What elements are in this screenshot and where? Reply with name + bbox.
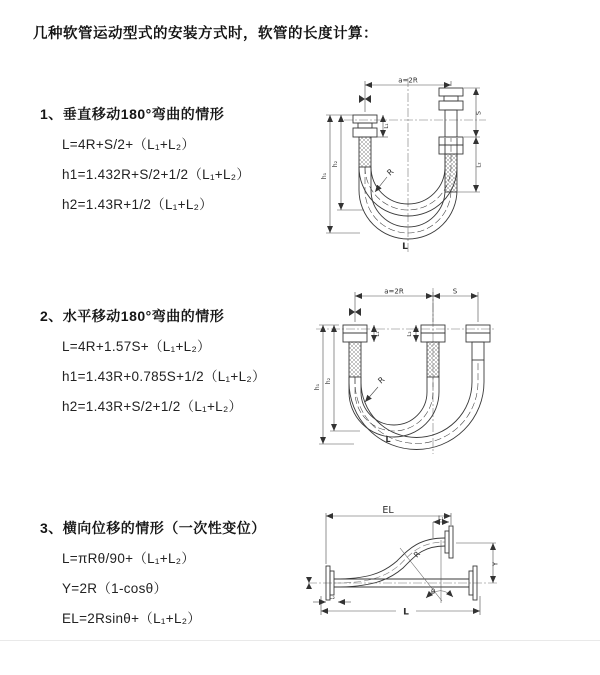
section3-formula-EL: EL=2Rsinθ+（L₁+L₂）: [62, 611, 202, 626]
dim-label-theta: θ: [431, 588, 436, 596]
dim-label-l: L: [402, 242, 408, 252]
dim-label-l: L: [403, 607, 409, 618]
section1-formula-h2: h2=1.43R+1/2（L₁+L₂）: [62, 197, 213, 212]
dim-label-s: S: [452, 287, 458, 296]
section3-formula-L: L=πRθ/90+（L₁+L₂）: [62, 551, 196, 566]
hose-centerlines: [316, 288, 496, 454]
page-bottom-divider: [0, 640, 600, 641]
dim-label-l1: L₁: [375, 331, 381, 337]
dim-label-r: R: [376, 375, 387, 386]
section1-formula-h1: h1=1.432R+S/2+1/2（L₁+L₂）: [62, 167, 251, 182]
dim-label-h1: h₁: [321, 172, 328, 180]
dim-label-y: Y: [491, 561, 500, 567]
dim-label-l1: L₁: [384, 123, 390, 129]
dimension-lines: [319, 292, 478, 444]
dim-label-h2: h₂: [325, 377, 332, 385]
dim-label-l: L: [385, 435, 391, 444]
hose-drawing: [343, 325, 490, 450]
section2-formula-h2: h2=1.43R+S/2+1/2（L₁+L₂）: [62, 399, 243, 414]
diagram-horizontal-180-bend: [308, 282, 588, 467]
dim-label-r: R: [385, 167, 396, 178]
section3-formula-Y: Y=2R（1-cosθ）: [62, 581, 168, 596]
section2-heading: 2、水平移动180°弯曲的情形: [40, 308, 225, 324]
dim-label-span: a=2R: [384, 287, 404, 296]
diagram-vertical-180-bend: [308, 72, 588, 257]
dim-label-span: a=2R: [398, 76, 418, 85]
dim-label-h2: h₂: [332, 160, 339, 168]
dim-label-h1: h₁: [314, 383, 321, 391]
hose-centerlines: [308, 542, 498, 583]
hose-drawing: [306, 526, 477, 600]
page-title: 几种软管运动型式的安装方式时，软管的长度计算：: [33, 26, 378, 42]
section2-formula-h1: h1=1.43R+0.785S+1/2（L₁+L₂）: [62, 369, 266, 384]
dim-label-s: S: [474, 110, 483, 116]
section2-formula-L: L=4R+1.57S+（L₁+L₂）: [62, 339, 211, 354]
dim-label-l2: L₂: [476, 162, 483, 168]
section1-heading: 1、垂直移动180°弯曲的情形: [40, 106, 225, 122]
dim-label-r: R: [411, 549, 422, 560]
dim-label-l2: L₂: [407, 331, 413, 337]
dimension-lines: [313, 513, 496, 615]
section1-formula-L: L=4R+S/2+（L₁+L₂）: [62, 137, 196, 152]
section3-heading: 3、横向位移的情形（一次性变位）: [40, 520, 266, 536]
diagram-lateral-displacement: [296, 500, 596, 645]
dim-label-el: EL: [382, 505, 394, 516]
dim-label-l2: L₂: [329, 594, 335, 601]
dim-label-l1: L₁: [438, 515, 444, 522]
